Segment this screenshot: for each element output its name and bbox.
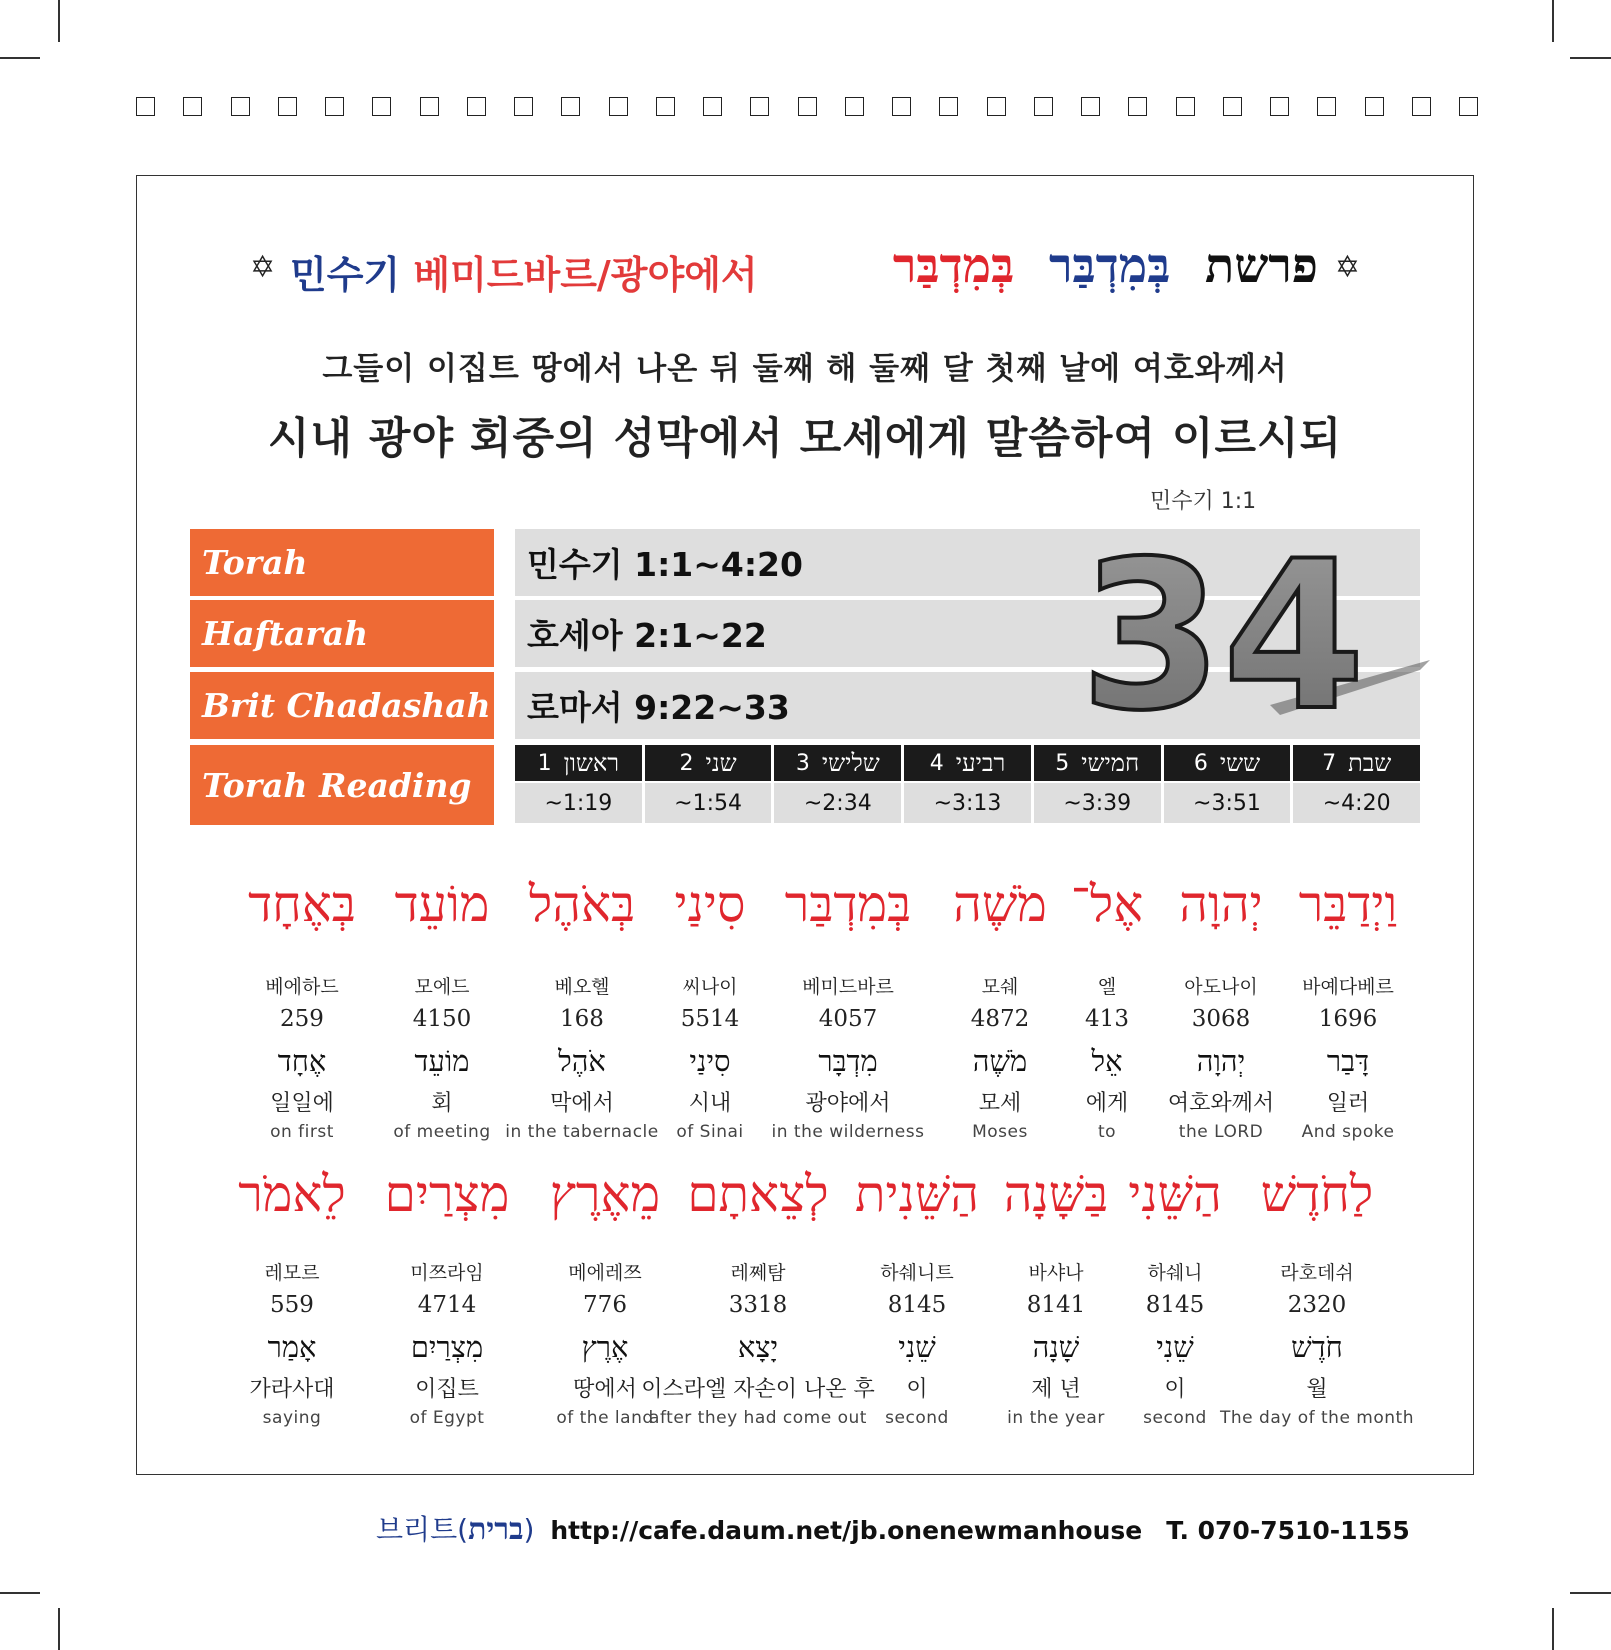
- day-end-verse: ~3:13: [904, 783, 1031, 823]
- hebrew-verse-word: מִצְרַיִם: [384, 1165, 510, 1223]
- english-meaning: Moses: [972, 1122, 1028, 1142]
- crop-mark: [1570, 1592, 1611, 1594]
- reading-day: [1034, 745, 1161, 825]
- korean-meaning: 여호와께서: [1167, 1091, 1275, 1116]
- word-gloss: [393, 972, 490, 1142]
- root-word: שָׁנָה: [1032, 1330, 1080, 1364]
- hebrew-verse-word: הַשֵּׁנִית: [854, 1165, 980, 1223]
- label-haftarah: Haftarah: [190, 600, 494, 667]
- checkbox[interactable]: [892, 97, 911, 116]
- day-name-hebrew: ששי: [1219, 748, 1261, 777]
- verse-line-1: 그들이 이집트 땅에서 나온 뒤 둘째 해 둘째 달 첫째 날에 여호와께서: [322, 351, 1288, 387]
- crop-mark: [58, 1608, 60, 1650]
- korean-meaning: 땅에서: [573, 1377, 637, 1402]
- english-meaning: the LORD: [1178, 1122, 1264, 1142]
- strongs-number: 4150: [412, 1006, 472, 1032]
- english-meaning: And spoke: [1301, 1122, 1395, 1142]
- day-name-hebrew: רביעי: [955, 748, 1006, 777]
- hebrew-verse-word: אֶל־: [1070, 875, 1144, 933]
- checkbox[interactable]: [467, 97, 486, 116]
- transliteration: 베미드바르: [802, 976, 894, 998]
- root-word: מִדְבָּר: [818, 1044, 878, 1078]
- strongs-number: 259: [280, 1006, 324, 1032]
- checkbox[interactable]: [1412, 97, 1431, 116]
- english-meaning: second: [885, 1408, 949, 1428]
- checkbox[interactable]: [1034, 97, 1053, 116]
- transliteration: 모에드: [414, 976, 470, 998]
- transliteration: 아도나이: [1184, 976, 1258, 998]
- korean-meaning: 이집트: [415, 1377, 479, 1402]
- root-word: מִצְרַיִם: [410, 1330, 484, 1364]
- hebrew-verse-word: מֹשֶׁה: [953, 875, 1047, 933]
- korean-meaning: 시내: [688, 1091, 732, 1116]
- reading-day: [774, 745, 901, 825]
- korean-meaning: 이스라엘 자손이 나온 후: [641, 1377, 875, 1402]
- english-meaning: saying: [262, 1408, 322, 1428]
- root-word: אֵל: [1091, 1044, 1123, 1078]
- reading-days: [515, 745, 1420, 825]
- word-gloss: [1168, 972, 1274, 1142]
- checkbox[interactable]: [1081, 97, 1100, 116]
- checkbox[interactable]: [231, 97, 250, 116]
- hebrew-verse-word: מוֹעֵד: [394, 875, 490, 933]
- crop-mark: [0, 1592, 40, 1594]
- root-word: אֶחָד: [277, 1044, 327, 1078]
- checkbox[interactable]: [703, 97, 722, 116]
- star-of-david-icon: ✡: [250, 250, 276, 285]
- strongs-number: 3318: [728, 1292, 788, 1318]
- footer: 브리트(ברית) http://cafe.daum.net/jb.onenewmanhouse T. 070-7510-1155: [376, 1512, 1410, 1547]
- checkbox[interactable]: [1459, 97, 1478, 116]
- english-meaning: in the wilderness: [771, 1122, 925, 1142]
- word-gloss: [249, 1258, 334, 1428]
- hebrew-verse-word: לַחֹדֶשׁ: [1260, 1165, 1374, 1223]
- strongs-number: 413: [1085, 1006, 1129, 1032]
- root-word: סִינַי: [689, 1044, 731, 1078]
- checkbox[interactable]: [845, 97, 864, 116]
- day-header: [1164, 745, 1291, 781]
- transliteration: 레모르: [264, 1262, 320, 1284]
- root-word: אָמַר: [267, 1330, 317, 1364]
- english-meaning: in the year: [1007, 1408, 1105, 1428]
- hebrew-verse-word: הַשֵּׁנִי: [1128, 1165, 1222, 1223]
- day-number: 4: [929, 750, 944, 776]
- checkbox[interactable]: [656, 97, 675, 116]
- hebrew-verse-word: מֵאֶרֶץ: [549, 1165, 661, 1223]
- title-parasha-ko: 베미드바르/광야에서: [413, 253, 758, 297]
- strongs-number: 8145: [887, 1292, 947, 1318]
- korean-meaning: 제 년: [1031, 1377, 1081, 1402]
- portion-number: 34: [1080, 535, 1366, 735]
- label-brit-chadashah: Brit Chadashah: [190, 672, 494, 739]
- transliteration: 메에레쯔: [568, 1262, 642, 1284]
- checkbox[interactable]: [750, 97, 769, 116]
- brand-he: ברית: [468, 1512, 524, 1547]
- root-word: שֵׁנִי: [898, 1330, 936, 1364]
- day-number: 6: [1193, 750, 1208, 776]
- checkbox[interactable]: [325, 97, 344, 116]
- phone-number: T. 070-7510-1155: [1166, 1516, 1410, 1545]
- strongs-number: 4872: [970, 1006, 1030, 1032]
- word-gloss: [556, 1258, 653, 1428]
- korean-meaning: 이: [1164, 1377, 1186, 1402]
- checkbox[interactable]: [1317, 97, 1336, 116]
- root-word: דָּבַר: [1326, 1044, 1370, 1078]
- strongs-number: 1696: [1318, 1006, 1378, 1032]
- day-number: 7: [1322, 750, 1337, 776]
- label-torah-reading: Torah Reading: [190, 745, 494, 825]
- verse-reference: 민수기 1:1: [1150, 489, 1257, 514]
- hebrew-verse-word: בְּאֶחָד: [248, 875, 356, 933]
- korean-meaning: 에게: [1085, 1091, 1129, 1116]
- word-gloss: [410, 1258, 485, 1428]
- word-gloss: [265, 972, 338, 1142]
- korean-meaning: 일일에: [270, 1091, 334, 1116]
- day-number: 1: [537, 750, 552, 776]
- word-gloss: [1220, 1258, 1414, 1428]
- day-name-hebrew: חמישי: [1081, 748, 1140, 777]
- reading-day: [904, 745, 1031, 825]
- hebrew-verse-word: וַיְדַבֵּר: [1298, 875, 1398, 933]
- word-gloss: [1302, 972, 1395, 1142]
- star-of-david-icon: ✡: [1334, 250, 1360, 285]
- hebrew-verse-word: בַּשָּׁנָה: [1003, 1165, 1109, 1223]
- korean-meaning: 모세: [978, 1091, 1022, 1116]
- korean-meaning: 막에서: [550, 1091, 614, 1116]
- reading-torah: 민수기 1:1~4:20: [515, 529, 1420, 596]
- transliteration: 하쉐니트: [880, 1262, 954, 1284]
- checkbox[interactable]: [136, 97, 155, 116]
- strongs-number: 2320: [1287, 1292, 1347, 1318]
- korean-meaning: 일러: [1326, 1091, 1370, 1116]
- english-meaning: second: [1143, 1408, 1207, 1428]
- checkbox[interactable]: [609, 97, 628, 116]
- word-gloss: [1007, 1258, 1105, 1428]
- root-word: חֹדֶשׁ: [1291, 1330, 1343, 1364]
- korean-meaning: 이: [906, 1377, 928, 1402]
- hebrew-verse-word: בְּמִדְבַּר: [784, 875, 912, 933]
- transliteration: 레쩨탐: [730, 1262, 786, 1284]
- strongs-number: 8145: [1145, 1292, 1205, 1318]
- hebrew-title: [875, 238, 1318, 294]
- checkbox[interactable]: [420, 97, 439, 116]
- checkbox[interactable]: [561, 97, 580, 116]
- hebrew-verse-word: בְּאֹהֶל: [528, 875, 636, 933]
- hebrew-verse-word: לֵאמֹר: [238, 1165, 346, 1223]
- word-gloss: [772, 972, 925, 1142]
- korean-meaning: 가라사대: [249, 1377, 335, 1402]
- hebrew-verse-word: יְהוָה: [1179, 875, 1263, 933]
- transliteration: 하쉐니: [1147, 1262, 1203, 1284]
- english-meaning: The day of the month: [1220, 1408, 1414, 1428]
- parasha-title: [250, 238, 1360, 308]
- day-header: [515, 745, 642, 781]
- root-word: יְהוָה: [1196, 1044, 1246, 1078]
- checkbox-strip: [136, 97, 1478, 119]
- root-word: אֶרֶץ: [581, 1330, 629, 1364]
- reading-brit-chadashah: 로마서 9:22~33: [515, 672, 1420, 739]
- root-word: מֹשֶׁה: [972, 1044, 1028, 1078]
- checkbox[interactable]: [278, 97, 297, 116]
- title-book: 민수기: [290, 253, 401, 297]
- strongs-number: 8141: [1026, 1292, 1086, 1318]
- reading-day: [1164, 745, 1291, 825]
- english-meaning: of meeting: [393, 1122, 491, 1142]
- english-meaning: to: [1097, 1122, 1117, 1142]
- transliteration: 바예다베르: [1302, 976, 1394, 998]
- day-end-verse: ~1:19: [515, 783, 642, 823]
- english-meaning: in the tabernacle: [505, 1122, 659, 1142]
- root-word: מוֹעֵד: [414, 1044, 470, 1078]
- day-header: [1034, 745, 1161, 781]
- checkbox[interactable]: [1223, 97, 1242, 116]
- day-name-hebrew: שלישי: [821, 748, 880, 777]
- english-meaning: of Sinai: [676, 1122, 744, 1142]
- title-he-red: בְּמִדְבַּר: [892, 238, 1015, 294]
- day-header: [774, 745, 901, 781]
- reading-day: [1293, 745, 1420, 825]
- checkbox[interactable]: [1176, 97, 1195, 116]
- label-torah: Torah: [190, 529, 494, 596]
- strongs-number: 4057: [818, 1006, 878, 1032]
- day-header: [904, 745, 1031, 781]
- day-number: 5: [1055, 750, 1070, 776]
- english-meaning: of Egypt: [409, 1408, 485, 1428]
- word-gloss: [1085, 972, 1129, 1142]
- word-row-1: [190, 875, 1430, 1145]
- transliteration: 미쯔라임: [410, 1262, 484, 1284]
- day-end-verse: ~3:51: [1164, 783, 1291, 823]
- checkbox[interactable]: [1270, 97, 1289, 116]
- strongs-number: 5514: [680, 1006, 740, 1032]
- transliteration: 엘: [1097, 976, 1117, 998]
- checkbox[interactable]: [987, 97, 1006, 116]
- strongs-number: 776: [583, 1292, 627, 1318]
- reading-haftarah: 호세아 2:1~22: [515, 600, 1420, 667]
- brand-ko: 브리트: [376, 1513, 458, 1546]
- checkbox[interactable]: [1128, 97, 1147, 116]
- english-meaning: of the land: [556, 1408, 654, 1428]
- crop-mark: [0, 57, 40, 59]
- verse-line-2: 시내 광야 회중의 성막에서 모세에게 말씀하여 이르시되: [267, 414, 1343, 464]
- crop-mark: [1552, 0, 1554, 42]
- day-end-verse: ~1:54: [645, 783, 772, 823]
- strongs-number: 559: [270, 1292, 314, 1318]
- hebrew-verse-word: סִינַי: [674, 875, 746, 933]
- english-meaning: after they had come out: [649, 1408, 867, 1428]
- word-gloss: [505, 972, 658, 1142]
- checkbox[interactable]: [183, 97, 202, 116]
- korean-meaning: 회: [431, 1091, 453, 1116]
- strongs-number: 3068: [1191, 1006, 1251, 1032]
- root-word: יָצָא: [737, 1330, 779, 1364]
- day-header: [1293, 745, 1420, 781]
- transliteration: 모쉐: [981, 976, 1019, 998]
- checkbox[interactable]: [939, 97, 958, 116]
- day-end-verse: ~4:20: [1293, 783, 1420, 823]
- portion-number-badge: [1080, 535, 1430, 735]
- transliteration: 씨나이: [682, 976, 738, 998]
- word-gloss: [641, 1258, 875, 1428]
- title-he-blue: בְּמִדְבַּר: [1048, 238, 1171, 294]
- cafe-link[interactable]: http://cafe.daum.net/jb.onenewmanhouse: [550, 1516, 1143, 1545]
- word-gloss: [971, 972, 1030, 1142]
- day-header: [645, 745, 772, 781]
- title-he-parasha: פרשת: [1205, 238, 1318, 294]
- transliteration: 베오헬: [554, 976, 610, 998]
- crop-mark: [1570, 57, 1611, 59]
- english-meaning: on first: [270, 1122, 334, 1142]
- day-end-verse: ~2:34: [774, 783, 901, 823]
- crop-mark: [58, 0, 60, 42]
- day-end-verse: ~3:39: [1034, 783, 1161, 823]
- word-gloss: [1143, 1258, 1207, 1428]
- day-name-hebrew: ראשון: [563, 748, 620, 777]
- word-gloss: [880, 1258, 953, 1428]
- transliteration: 라호데쉬: [1280, 1262, 1354, 1284]
- strongs-number: 4714: [417, 1292, 477, 1318]
- root-word: אֹהֶל: [558, 1044, 606, 1078]
- root-word: שֵׁנִי: [1156, 1330, 1194, 1364]
- checkbox[interactable]: [514, 97, 533, 116]
- day-number: 3: [795, 750, 810, 776]
- day-name-hebrew: שני: [705, 748, 737, 777]
- word-row-2: [190, 1165, 1430, 1455]
- korean-meaning: 광야에서: [805, 1091, 891, 1116]
- strongs-number: 168: [560, 1006, 604, 1032]
- checkbox[interactable]: [798, 97, 817, 116]
- hebrew-verse-word: לְצֵאתָם: [687, 1165, 829, 1223]
- transliteration: 바샤나: [1028, 1262, 1084, 1284]
- checkbox[interactable]: [1365, 97, 1384, 116]
- checkbox[interactable]: [372, 97, 391, 116]
- transliteration: 베에하드: [265, 976, 339, 998]
- reading-day: [645, 745, 772, 825]
- day-name-hebrew: שבת: [1348, 748, 1392, 777]
- reading-day: [515, 745, 642, 825]
- korean-meaning: 월: [1306, 1377, 1328, 1402]
- crop-mark: [1552, 1608, 1554, 1650]
- korean-title: [290, 244, 758, 299]
- word-gloss: [676, 972, 743, 1142]
- day-number: 2: [679, 750, 694, 776]
